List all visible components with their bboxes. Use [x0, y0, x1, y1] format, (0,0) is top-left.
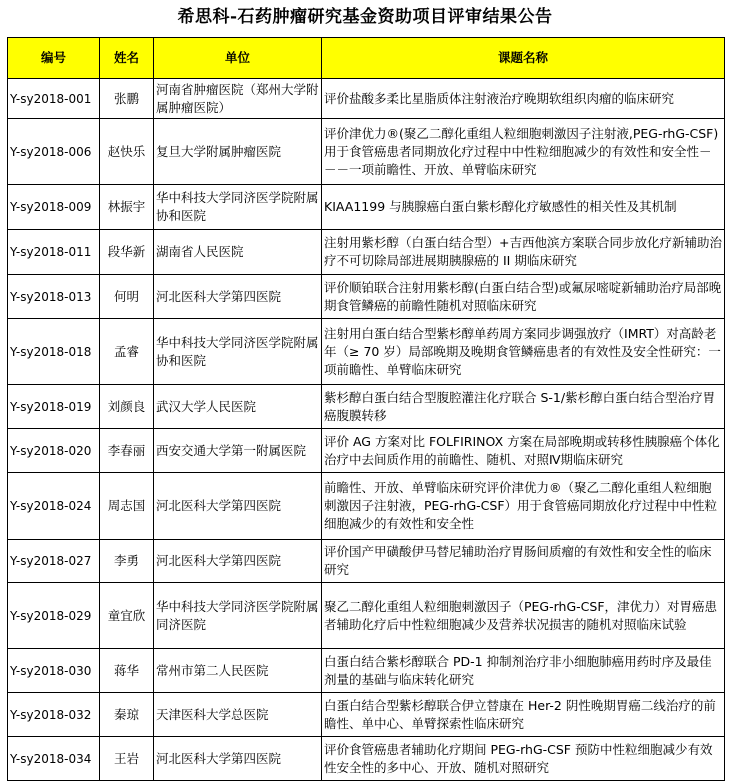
cell-unit: 河南省肿瘤医院（郑州大学附属肿瘤医院） — [154, 79, 322, 119]
cell-id: Y-sy2018-011 — [8, 230, 100, 275]
cell-unit: 华中科技大学同济医学院附属协和医院 — [154, 185, 322, 230]
cell-unit: 湖南省人民医院 — [154, 230, 322, 275]
table-row — [8, 79, 725, 119]
cell-topic: 评价 AG 方案对比 FOLFIRINOX 方案在局部晚期或转移性胰腺癌个体化治疗中去间质作用的前瞻性、随机、对照Ⅳ期临床研究 — [322, 429, 725, 473]
cell-id: Y-sy2018-018 — [8, 319, 100, 385]
cell-name: 孟睿 — [100, 319, 154, 385]
cell-id: Y-sy2018-027 — [8, 540, 100, 583]
cell-unit: 河北医科大学第四医院 — [154, 737, 322, 781]
cell-topic: 评价盐酸多柔比星脂质体注射液治疗晚期软组织肉瘤的临床研究 — [322, 79, 725, 119]
cell-name: 秦琼 — [100, 693, 154, 737]
table-row — [8, 119, 725, 185]
cell-topic: 注射用白蛋白结合型紫杉醇单药周方案同步调强放疗（IMRT）对高龄老年（≥ 70 岁）局部晚期及晚期食管鳞癌患者的有效性及安全性研究：一项前瞻性、单臂临床研究 — [322, 319, 725, 385]
cell-name: 童宜欣 — [100, 583, 154, 649]
cell-id: Y-sy2018-006 — [8, 119, 100, 185]
cell-name: 王岩 — [100, 737, 154, 781]
cell-unit: 复旦大学附属肿瘤医院 — [154, 119, 322, 185]
table-row — [8, 429, 725, 473]
table-row — [8, 583, 725, 649]
table-header — [8, 38, 725, 79]
header-id: 编号 — [8, 38, 100, 79]
cell-topic: 评价国产甲磺酸伊马替尼辅助治疗胃肠间质瘤的有效性和安全性的临床研究 — [322, 540, 725, 583]
cell-unit: 武汉大学人民医院 — [154, 385, 322, 429]
table-body — [8, 79, 725, 781]
cell-topic: KIAA1199 与胰腺癌白蛋白紫杉醇化疗敏感性的相关性及其机制 — [322, 185, 725, 230]
table-row — [8, 385, 725, 429]
cell-name: 何明 — [100, 275, 154, 319]
cell-topic: 注射用紫杉醇（白蛋白结合型）+吉西他滨方案联合同步放化疗新辅助治疗不可切除局部进展期胰腺癌的 II 期临床研究 — [322, 230, 725, 275]
cell-name: 蒋华 — [100, 649, 154, 693]
cell-topic: 前瞻性、开放、单臂临床研究评价津优力®（聚乙二醇化重组人粒细胞刺激因子注射液，PEG-rhG-CSF）用于食管癌同期放化疗过程中中性粒细胞减少的有效性和安全性 — [322, 473, 725, 540]
cell-unit: 华中科技大学同济医学院附属同济医院 — [154, 583, 322, 649]
table-row — [8, 473, 725, 540]
cell-name: 李勇 — [100, 540, 154, 583]
cell-id: Y-sy2018-024 — [8, 473, 100, 540]
cell-name: 张鹏 — [100, 79, 154, 119]
cell-id: Y-sy2018-030 — [8, 649, 100, 693]
cell-unit: 常州市第二人民医院 — [154, 649, 322, 693]
table-row — [8, 185, 725, 230]
cell-topic: 评价顺铂联合注射用紫杉醇(白蛋白结合型)或氟尿嘧啶新辅助治疗局部晚期食管鳞癌的前瞻性随机对照临床研究 — [322, 275, 725, 319]
cell-name: 赵快乐 — [100, 119, 154, 185]
header-topic: 课题名称 — [322, 38, 725, 79]
cell-name: 刘颜良 — [100, 385, 154, 429]
cell-id: Y-sy2018-019 — [8, 385, 100, 429]
cell-unit: 西安交通大学第一附属医院 — [154, 429, 322, 473]
cell-topic: 紫杉醇白蛋白结合型腹腔灌注化疗联合 S-1/紫杉醇白蛋白结合型治疗胃癌腹膜转移 — [322, 385, 725, 429]
cell-id: Y-sy2018-009 — [8, 185, 100, 230]
cell-unit: 天津医科大学总医院 — [154, 693, 322, 737]
table-row — [8, 540, 725, 583]
cell-unit: 河北医科大学第四医院 — [154, 473, 322, 540]
cell-name: 周志国 — [100, 473, 154, 540]
cell-id: Y-sy2018-029 — [8, 583, 100, 649]
table-row — [8, 737, 725, 781]
cell-name: 李春丽 — [100, 429, 154, 473]
cell-id: Y-sy2018-032 — [8, 693, 100, 737]
header-row — [8, 38, 725, 79]
table-row — [8, 319, 725, 385]
cell-id: Y-sy2018-001 — [8, 79, 100, 119]
cell-topic: 评价食管癌患者辅助化疗期间 PEG-rhG-CSF 预防中性粒细胞减少有效性安全性的多中心、开放、随机对照研究 — [322, 737, 725, 781]
cell-name: 段华新 — [100, 230, 154, 275]
table-row — [8, 693, 725, 737]
cell-topic: 白蛋白结合型紫杉醇联合伊立替康在 Her-2 阴性晚期胃癌二线治疗的前瞻性、单中心、单臂探索性临床研究 — [322, 693, 725, 737]
table-row — [8, 275, 725, 319]
cell-id: Y-sy2018-020 — [8, 429, 100, 473]
header-unit: 单位 — [154, 38, 322, 79]
cell-id: Y-sy2018-034 — [8, 737, 100, 781]
cell-name: 林振宇 — [100, 185, 154, 230]
results-table — [7, 37, 725, 781]
cell-topic: 聚乙二醇化重组人粒细胞刺激因子（PEG-rhG-CSF，津优力）对胃癌患者辅助化疗后中性粒细胞减少及营养状况损害的随机对照临床试验 — [322, 583, 725, 649]
cell-topic: 评价津优力®(聚乙二醇化重组人粒细胞刺激因子注射液,PEG-rhG-CSF)用于食管癌患者同期放化疗过程中中性粒细胞减少的有效性和安全性－－－一项前瞻性、开放、单臂临床研究 — [322, 119, 725, 185]
table-row — [8, 230, 725, 275]
cell-topic: 白蛋白结合紫杉醇联合 PD-1 抑制剂治疗非小细胞肺癌用药时序及最佳剂量的基础与临床转化研究 — [322, 649, 725, 693]
table-row — [8, 649, 725, 693]
cell-unit: 河北医科大学第四医院 — [154, 540, 322, 583]
page-title: 希思科-石药肿瘤研究基金资助项目评审结果公告 — [177, 7, 553, 27]
header-name: 姓名 — [100, 38, 154, 79]
cell-unit: 华中科技大学同济医学院附属协和医院 — [154, 319, 322, 385]
cell-id: Y-sy2018-013 — [8, 275, 100, 319]
cell-unit: 河北医科大学第四医院 — [154, 275, 322, 319]
